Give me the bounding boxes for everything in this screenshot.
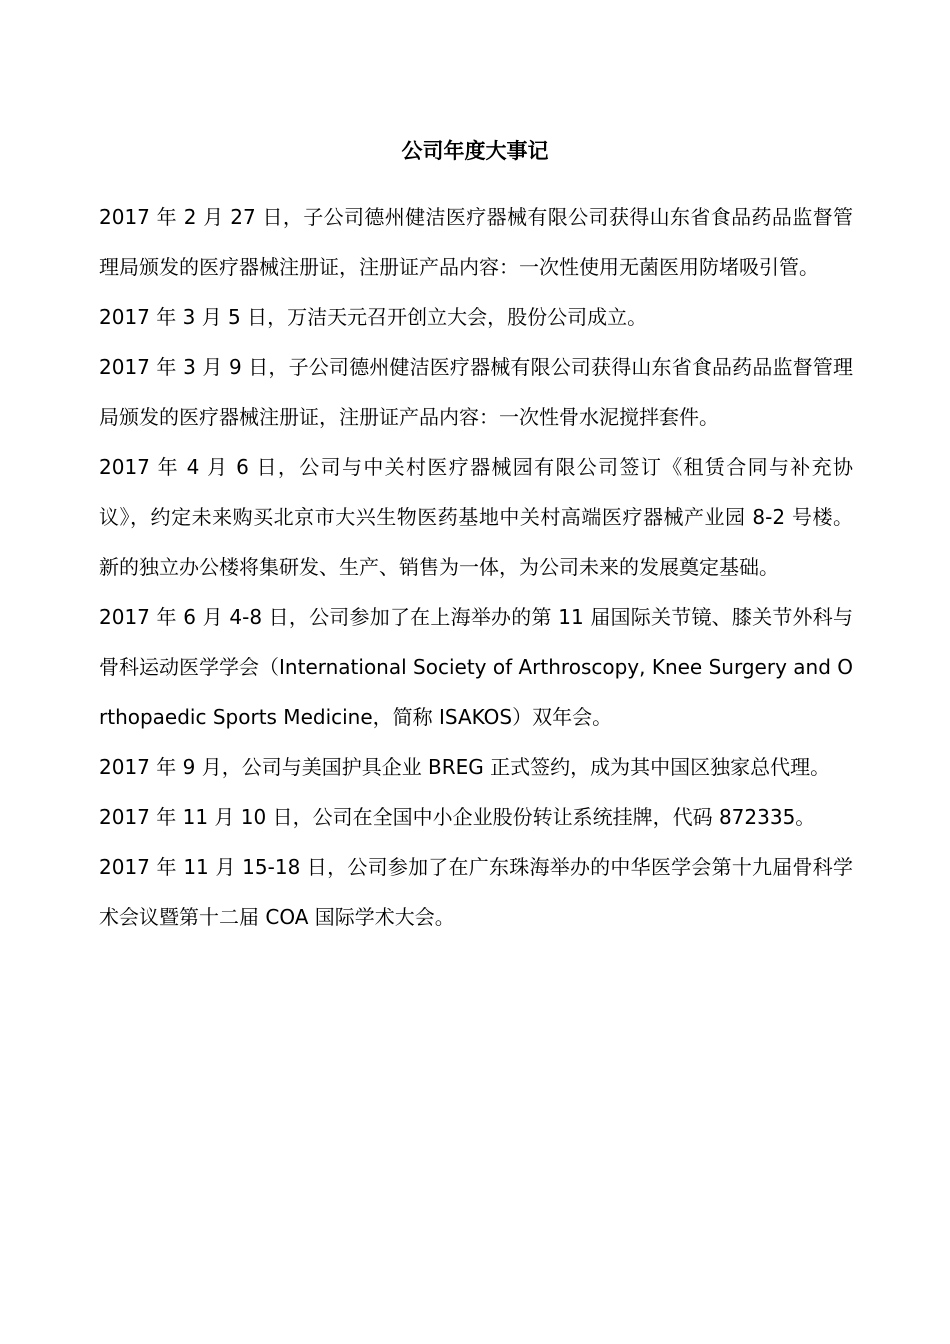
event-paragraph: 2017 年 3 月 5 日，万洁天元召开创立大会，股份公司成立。 [99,305,648,329]
event-paragraph: 2017 年 3 月 9 日，子公司德州健洁医疗器械有限公司获得山东省食品药品监督管理局颁发的医疗器械注册证，注册证产品内容：一次性骨水泥搅拌套件。 [99,355,853,429]
event-list [99,192,853,942]
event-paragraph: 2017 年 11 月 10 日，公司在全国中小企业股份转让系统挂牌，代码 872335。 [99,805,816,829]
event-paragraph: 2017 年 11 月 15-18 日，公司参加了在广东珠海举办的中华医学会第十九届骨科学术会议暨第十二届 COA 国际学术大会。 [99,855,853,929]
event-paragraph: 2017 年 9 月，公司与美国护具企业 BREG 正式签约，成为其中国区独家总代理。 [99,755,831,779]
page-title: 公司年度大事记 [401,139,549,163]
event-paragraph: 2017 年 2 月 27 日，子公司德州健洁医疗器械有限公司获得山东省食品药品监督管理局颁发的医疗器械注册证，注册证产品内容：一次性使用无菌医用防堵吸引管。 [99,205,853,279]
event-paragraph: 2017 年 6 月 4-8 日，公司参加了在上海举办的第 11 届国际关节镜、膝关节外科与骨科运动医学学会（International Society of Arthroscopy, Knee Surgery and Orthopaedic Sports Medicine，简称 ISAKOS）双年会。 [99,605,853,729]
event-paragraph: 2017 年 4 月 6 日，公司与中关村医疗器械园有限公司签订《租赁合同与补充协议》，约定未来购买北京市大兴生物医药基地中关村高端医疗器械产业园 8-2 号楼。新的独立办公楼将集研发、生产、销售为一体，为公司未来的发展奠定基础。 [99,455,853,579]
